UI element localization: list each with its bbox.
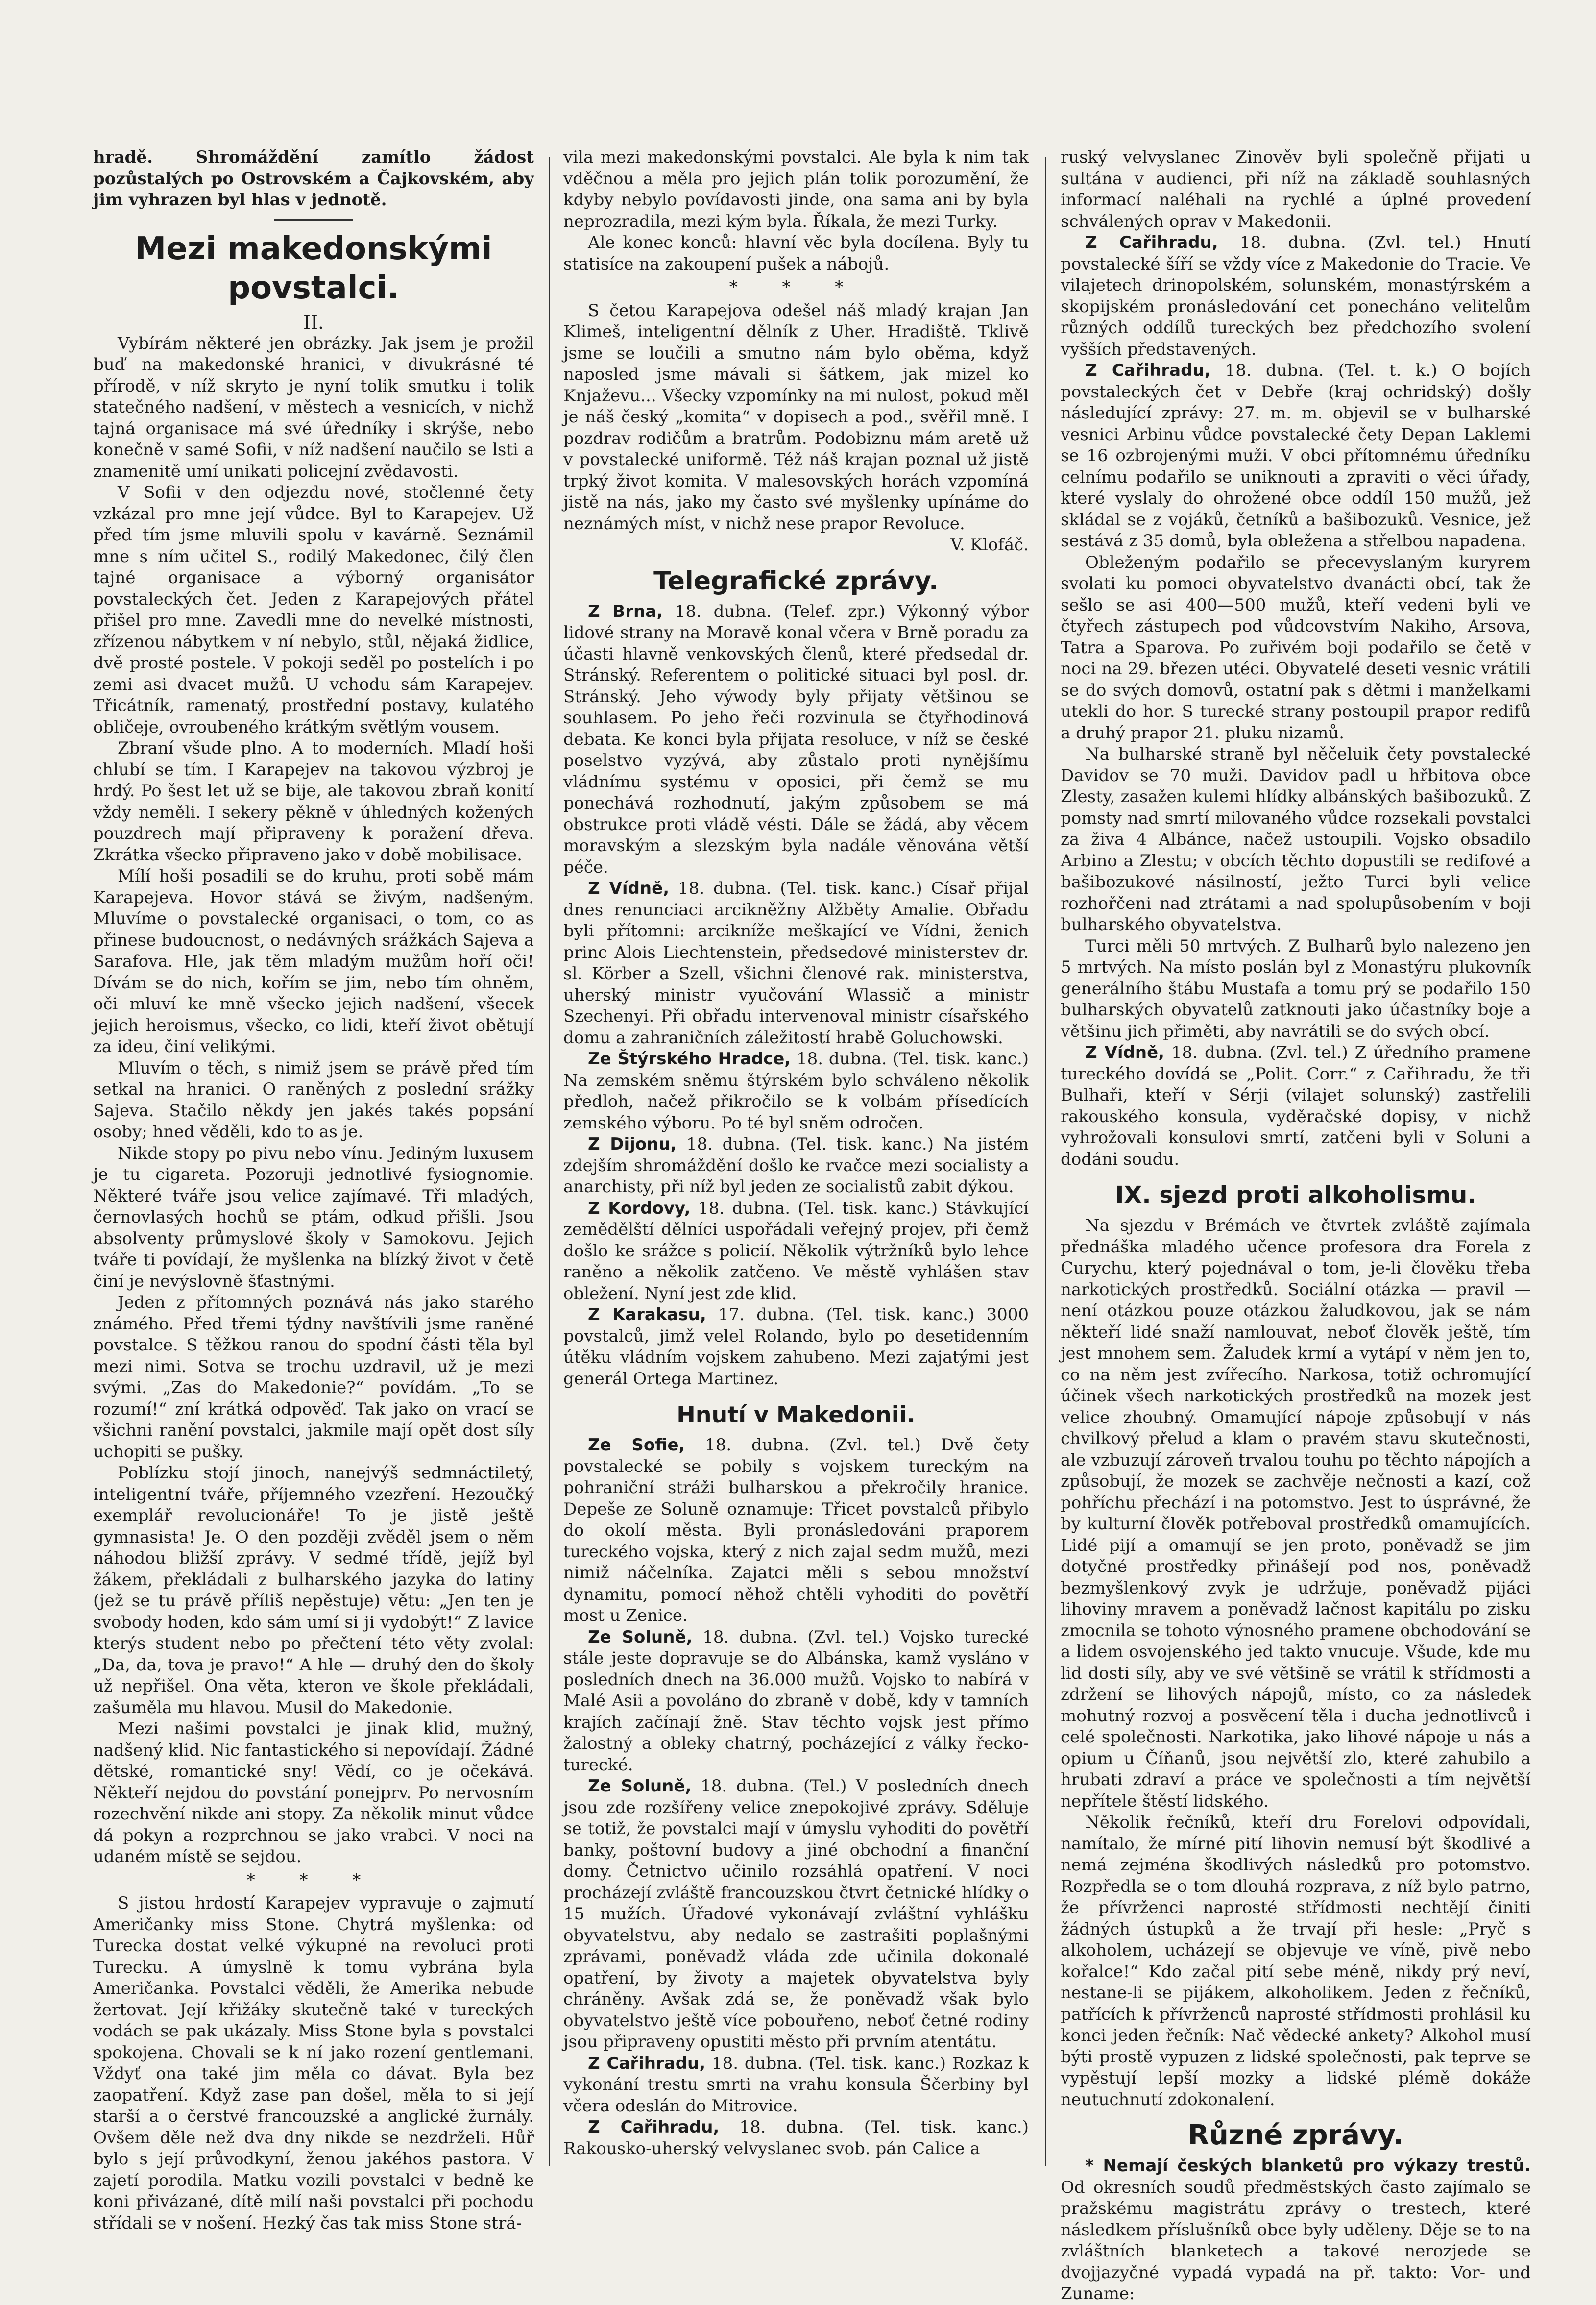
- paragraph: Na sjezdu v Brémách ve čtvrtek zvláště zajímala přednáška mladého učence profesora dra Forela z Curychu, který pojednával o tom, je-li člověku třeba narkotických prostředků. Sociální otázka — pravil — není otázkou pouze otázkou žaludkovou, jak se nám někteří lidé snaží namlouvat, neboť člověk ještě, tím jest mnohem sem. Žaludek krmí a vytápí v něm jen to, co na něm jest zvířecího. Narkosa, totiž ochromující účinek všech narkotických prostředků na mozek jest velice zhoubný. Omamující nápoje způsobují v nás chvilkový přelud a klam o pravém stavu skutečnosti, ale vzbuzují zároveň trvalou touhu po těchto nápojích a způsobují, že mozek se zachvěje nečnosti a kazí, což pohříchu přechází i na potomstvo. Jest to úsprávné, že by kulturní člověk potřeboval prostředků omamujících. Lidé pijí a omamují se jen proto, poněvadž se jim dotyčné prostředky přinášejí pod nos, poněvadž bezmyšlenkový zvyk je udržuje, poněvadž pijáci lihoviny mravem a poněvadž lačnost kapitálu po zisku zmocnila se tohoto výnosného pramene obchodování se a lidem osvojenského jed takto vnucuje. Všude, kde mu lid dosti síly, aby ve své většině se vrátil k střídmosti a zdržení se lihových nápojů, místo, co za následek mohutný rozvoj a posvěcení těla i ducha jednotlivců i celé společnosti. Narkotika, jako lihové nápoje u nás a opium u Číňanů, jsou největší zlo, které zahubilo a hrubati zdraví a práce ve společnosti a tím největší nepřítele štěstí lidského.: [1061, 1216, 1531, 1811]
- paragraph: Mluvím o těch, s nimiž jsem se právě před tím setkal na hranici. O raněných z poslední srážky Sajeva. Stačilo někdy jen jakés takés popsání osoby; hned věděli, kdo to as je.: [93, 1058, 534, 1142]
- news-text: 18. dubna. (Tel.) V posledních dnech jsou zde rozšířeny velice znepokojivé zprávy. Sděluje se totiž, že povstalci mají v úmyslu vyhoditi do povětří banky, poštovní budovy a jiné obchodní a finanční domy. Četnictvo učinilo rozsáhlá opatření. V noci procházejí zvláště francouzskou čtvrt četnické hlídky o 15 mužích. Úřadové vykonávají zvláštní vyhlášku obyvatelstvu, aby nedalo se zastrašiti poplašnými zprávami, poněvadž vláda zde učinila dokonalé opatření, by životy a majetek obyvatelstva byly chráněny. Avšak zdá se, že poněvadž však bylo obyvatelstvo ještě více pobouřeno, neboť četné rodiny jsou připraveny opustiti město při prvním atentátu.: [563, 1776, 1029, 2052]
- news-item: [563, 1627, 1029, 1776]
- paragraph: V Sofii v den odjezdu nové, stočlenné čety vzkázal pro mne její vůdce. Byl to Karapejev. Už před tím jsme mluvili spolu v kavárně. Seznámil mne s ním učitel S., rodilý Makedonec, čilý člen tajné organisace a výborný organisátor povstaleckých čet. Jeden z Karapejových přátel přišel pro mne. Zavedli mne do nevelké místnosti, zřízenou nábytkem v ní nebylo, stůl, nějaká židlice, dvě prosté postele. V pokoji seděl po postelích i po zemi asi dvacet mužů. U vchodu sám Karapejev. Třicátník, ramenatý, prostřední postavy, kulatého obličeje, ovroubeného krátkým světlým vousem.: [93, 483, 534, 737]
- news-dateline: Z Cařihradu,: [1085, 233, 1218, 252]
- paragraph: Na bulharské straně byl něčeluik čety povstalecké Davidov se 70 muži. Davidov padl u hřbitova obce Zlesty, zasažen kulemi hlídky albánských bašibozuků. Z pomsty nad smrtí milovaného vůdce rozsekali povstalci za živa 4 Albánce, načež ustoupili. Vojsko obsadilo Arbino a Zlestu; v obcích těchto dopustili se redifové a bašibozukové násilností, ježto Turci byli velice rozhořčeni nad ztrátami a nad spolupůsobením v boji bulharského obyvatelstva.: [1061, 744, 1531, 934]
- news-dateline: Ze Soluně,: [588, 1776, 692, 1796]
- section-title-macedonia: Hnutí v Makedonii.: [677, 1401, 916, 1428]
- news-item: [563, 2053, 1029, 2117]
- section-title-various: Různé zprávy.: [1187, 2119, 1404, 2151]
- article-title: Mezi makedonskými povstalci.: [135, 230, 492, 306]
- news-text: 18. dubna. (Zvl. tel.) Dvě čety povstalecké se pobily s vojskem tureckým na pohraniční stráži bulharskou a překročily hranice. Depeše ze Soluně oznamuje: Třicet povstalců přibylo do okolí města. Byli pronásledováni praporem tureckého vojska, který z nich zajal sedm mužů, mezi nimiž náčelníka. Zajatci měli s sebou množství dynamitu, pomocí něhož chtěli vyhoditi do povětří most u Zenice.: [563, 1435, 1029, 1625]
- news-text: 18. dubna. (Tel. tisk. kanc.) Rakousko-uherský velvyslanec svob. pán Calice a: [563, 2117, 1029, 2158]
- news-text: 18. dubna. (Tel. t. k.) O bojích povstaleckých čet v Debře (kraj ochridský) došly následující zprávy: 27. m. m. objevil se v bulharské vesnici Arbinu vůdce povstalecké čety Depan Laklemi se 16 ozbrojenými muži. V obci přítomnému úředníku celnímu podařilo se uniknouti a zpraviti o věci úřady, které vyslaly do ohrožené obce oddíl 150 mužů, jež skládal se z vojáků, četníků a bašibozuků. Vesnice, jež sestává z 35 domů, byla obležena a střelbou napadena.: [1061, 361, 1531, 551]
- news-item: [563, 601, 1029, 879]
- section-stars: * * *: [246, 1870, 381, 1890]
- news-text: 18. dubna. (Zvl. tel.) Vojsko turecké stále jeste dopravuje se do Albánska, kamž vysláno v posledních dnech na 36.000 mužů. Vojsko to nabírá v Malé Asii a povoláno do zbraně v době, kdy v tamních krajích začínají žně. Stav těchto vojsk jest přímo žalostný a obleky chatrný, pocházející z války řecko-turecké.: [563, 1627, 1029, 1775]
- paragraph: vila mezi makedonskými povstalci. Ale byla k nim tak vděčnou a měla pro jejich plán tolik porozumění, že kdyby nebylo povídavosti jinde, ona sama ani by byla neprozradila, mezi kým byla. Říkala, že mezi Turky.: [563, 147, 1029, 231]
- news-dateline: Z Cařihradu,: [1085, 361, 1211, 380]
- paragraph: Zbraní všude plno. A to moderních. Mladí hoši chlubí se tím. I Karapejev na takovou výzbroj je hrdý. Po šest let už se bije, ale takovou zbraň konití vždy neměli. I sekery pěkně v úhledných kožených pouzdrech mají připraveny k poražení dřeva. Zkrátka všecko připraveno jako v době mobilisace.: [93, 738, 534, 865]
- news-text: 18. dubna. (Tel. tisk. kanc.) Na zemském sněmu štýrském bylo schváleno několik předloh, načež přikročilo se k volbám přísedících zemského výboru. Po té byl sněm odročen.: [563, 1049, 1029, 1133]
- paragraph: Obleženým podařilo se přecevyslaným kuryrem svolati ku pomoci obyvatelstvo dvanácti obcí, tak že sešlo se asi 400—500 mužů, kteří vedeni byli ve čtyřech zástupech pod vůdcovstvím Nakiho, Arsova, Tatra a Sparova. Po zuřivém boji podařilo se četě v noci na 29. březen utéci. Obyvatelé deseti vesnic vrátili se do svých domovů, ostatní pak s dětmi i manželkami utekli do hor. S turecké strany postoupil prapor redifů a druhý prapor 21. pluku nizamů.: [1061, 552, 1531, 743]
- news-item: [563, 878, 1029, 1049]
- paragraph: Ale konec konců: hlavní věc byla docílena. Byly tu statisíce na zakoupení pušek a nábojů.: [563, 233, 1029, 274]
- news-dateline: Ze Sofie,: [588, 1435, 685, 1455]
- news-text: 18. dubna. (Tel. tisk. kanc.) Na jistém zdejším shromáždění došlo ke rvačce mezi socialisty a anarchisty, při níž byl jeden ze socialistů zabit dýkou.: [563, 1134, 1029, 1197]
- column-1: [93, 147, 534, 2233]
- news-item: [563, 1198, 1029, 1305]
- news-text: 18. dubna. (Zvl. tel.) Z úředního pramene tureckého dovídá se „Polit. Corr.“ z Cařihradu, že tři Bulhaři, kteří v Sérji (vilajet solunský) zastřelili rakouského konsula, vyděračské dopisy, v nichž vyhrožovali konsulovi smrtí, zatčeni byli v Soluni a dodáni soudu.: [1061, 1043, 1531, 1169]
- article-subtitle: II.: [303, 311, 324, 333]
- paragraph: Vybírám některé jen obrázky. Jak jsem je prožil buď na makedonské hranici, v divukrásné té přírodě, v níž skryto je nyní tolik smutku i tolik statečného nadšení, v městech a vesnicích, v nichž tajná organisace má své úředníky i skrýše, nebo konečně v samé Sofii, v níž nadšení naučilo se lsti a znamenitě umí unikati policejní zvědavosti.: [93, 333, 534, 481]
- news-item: [563, 1304, 1029, 1390]
- news-text: 18. dubna. (Tel. tisk. kanc.) Stávkující zemědělští dělníci uspořádali veřejný projev, při čemž došlo ke srážce s policií. Několik výtržníků bylo lehce raněno a několik zatčeno. Ve městě vyhlášen stav obležení. Nyní jest zde klid.: [563, 1198, 1029, 1303]
- news-item: [1061, 2156, 1531, 2305]
- news-dateline: Z Karakasu,: [588, 1305, 706, 1324]
- paragraph: Jeden z přítomných poznává nás jako starého známého. Před třemi týdny navštívili jsme raněné povstalce. S těžkou ranou do spodní části těla byl mezi nimi. Sotva se trochu uzdravil, už je mezi svými. „Zas do Makedonie?“ povídám. „To se rozumí!“ zní krátká odpověď. Tak jako on vrací se všichni ranění povstalci, jakmile mají opět dost síly uchopiti se pušky.: [93, 1293, 534, 1462]
- news-text: 18. dubna. (Zvl. tel.) Hnutí povstalecké šíří se vždy více z Makedonie do Tracie. Ve vilajetech drinopolském, solunském, monastýrském a skopijském pronásledování cet ponecháno velitelům různých oddílů tureckých bez předchozího svolení vyšších představených.: [1061, 233, 1531, 359]
- news-dateline: Z Cařihradu,: [588, 2117, 720, 2137]
- news-item: [1061, 1042, 1531, 1170]
- news-dateline: Z Vídně,: [588, 879, 670, 898]
- news-item: [563, 1776, 1029, 2053]
- column-3: [1061, 147, 1531, 2304]
- section-rule: [274, 219, 353, 221]
- news-item: [563, 2117, 1029, 2159]
- column-2: [563, 147, 1029, 2171]
- author-signature: V. Klofáč.: [950, 535, 1029, 555]
- news-dateline: Ze Soluně,: [588, 1627, 693, 1647]
- news-item: [563, 1049, 1029, 1134]
- news-dateline: Ze Štýrského Hradce,: [588, 1049, 791, 1069]
- paragraph: S jistou hrdostí Karapejev vypravuje o zajmutí Američanky miss Stone. Chytrá myšlenka: od Turecka dostat velké výkupné na revoluci proti Turecku. A úmyslně k tomu vybrána byla Američanka. Povstalci věděli, že Amerika nebude žertovat. Její křižáky skutečně také v tureckých vodách se pak ukázaly. Miss Stone byla s povstalci spokojena. Chovali se k ní jako rození gentlemani. Vždyť ona také jim měla co dávat. Byla bez zaopatření. Když zase pan došel, měla to si její starší a o čerstvé francouzské a anglické žurnály. Ovšem děle než dva dny nikde se nezdrželi. Hůř bylo s její průvodkyní, ženou jakéhos pastora. V zajetí porodila. Matku vozili povstalci v bedně ke koni přivázané, dítě milí naši povstalci při pochodu střídali se v nošení. Hezký čas tak miss Stone strá-: [93, 1893, 534, 2233]
- paragraph: Mezi našimi povstalci je jinak klid, mužný, nadšený klid. Nic fantastického si nepovídají. Žádné dětské, romantické sny! Vědí, co je očekává. Někteří nejdou do povstání ponejprv. Po nervosním rozechvění nikde ani stopy. Za několik minut vůdce dá pokyn a rozprchnou se jako vrabci. V noci na udaném místě se sejdou.: [93, 1719, 534, 1866]
- news-text: 18. dubna. (Tel. tisk. kanc.) Rozkaz k vykonání trestu smrti na vrahu konsula Ščerbiny byl včera odeslán do Mitrovice.: [563, 2053, 1029, 2116]
- news-dateline: Z Brna,: [588, 601, 663, 621]
- news-item: [1061, 360, 1531, 552]
- paragraph: Několik řečníků, kteří dru Forelovi odpovídali, namítalo, že mírné pití lihovin nemusí být škodlivé a nemá zejména škodlivých následků pro potomstvo. Rozpředla se o tom dlouhá rozprava, z níž bylo patrno, že přívrženci naprosté střídmosti nechtějí činiti žádných ústupků a že trvají při hesle: „Pryč s alkoholem, ucházejí se objevuje ve víně, pivě nebo kořalce!“ Kdo začal pití sebe méně, nikdy prý neví, nestane-li se pijákem, alkoholikem. Jeden z řečníků, patřících k přívrženců naprosté střídmosti prohlásil ku konci jeden řečník: Nač vědecké ankety? Alkohol musí býti prostě vypuzen z lidské společnosti, pak teprve se vypěstují lepší mozky a lidské plémě dokáže neutuchnutí zdokonalení.: [1061, 1813, 1531, 2109]
- paragraph: ruský velvyslanec Zinověv byli společně přijati u sultána v audienci, při níž na základě souhlasných informací naléhali na rychlé a úplné provedení schválených oprav v Makedonii.: [1061, 147, 1531, 231]
- news-text: 18. dubna. (Tel. tisk. kanc.) Císař přijal dnes renunciaci arcikněžny Alžběty Amalie. Obřadu byli přítomni: arcikníže meškající ve Vídni, ženich princ Alois Liechtenstein, předsedové ministerstev dr. sl. Körber a Szell, všichni členové rak. ministerstva, uherský ministr vyučování Wlassič a ministr Szechenyi. Při obřadu intervenoval ministr císařského domu a zahraničních záležitostí hrabě Goluchowski.: [563, 879, 1029, 1048]
- news-item: [1061, 232, 1531, 360]
- paragraph: S četou Karapejova odešel náš mladý krajan Jan Klimeš, inteligentní dělník z Uher. Hradiště. Tklivě jsme se loučili a smutno nám bylo oběma, když naposled jsme mávali si šátkem, jak mizel ko Knjaževu... Všecky vzpomínky na mi nulost, pokud měl je náš český „komita“ v dopisech a pod., svěřil mně. I pozdrav rodičům a bratrům. Podobiznu mám aretě už v povstalecké uniformě. Též náš krajan poznal už jistě trpký život komita. V malesovských horách vzpomíná jistě na nás, jako my často své myšlenky upínáme do neznámých míst, v nichž nese prapor Revoluce.: [563, 300, 1029, 534]
- section-title-alcohol: IX. sjezd proti alkoholismu.: [1115, 1181, 1476, 1209]
- news-dateline: Z Kordovy,: [588, 1198, 691, 1218]
- section-title-telegraph: Telegrafické zprávy.: [653, 566, 939, 596]
- news-text: 17. dubna. (Tel. tisk. kanc.) 3000 povstalců, jimž velel Rolando, bylo po desetidenním útěku vládním vojskem zahubeno. Mezi zajatými jest generál Ortega Martinez.: [563, 1305, 1029, 1389]
- column-divider: [549, 157, 550, 2166]
- paragraph: Turci měli 50 mrtvých. Z Bulharů bylo nalezeno jen 5 mrtvých. Na místo poslán byl z Monastýru plukovník generálního štábu Mustafa a tomu prý se podařilo 150 bulharských obyvatelů zatknouti jako účastníky boje a většinu jich přiměti, aby navrátili se do svých obcí.: [1061, 936, 1531, 1041]
- intro-paragraph: hradě. Shromáždění zamítlo žádost pozůstalých po Ostrovském a Čajkovském, aby jim vyhrazen byl hlas v jednotě.: [93, 147, 534, 210]
- news-text: Od okresních soudů předměstských často zajímalo se pražskému magistrátu zprávy o trestech, které následkem příslušníků obce byly uděleny. Děje se to na zvláštních blanketech a takové nerozjede se dvojjazyčné vypadá vypadá na př. takto: Vor- und Zuname:: [1061, 2177, 1531, 2304]
- paragraph: Mílí hoši posadili se do kruhu, proti sobě mám Karapejeva. Hovor stává se živým, nadšeným. Mluvíme o povstalecké organisaci, o tom, co as přinese budoucnost, o nedávných srážkách Sajeva a Sarafova. Hle, jak těm mladým mužům hoří oči! Dívám se do nich, kořím se jim, nebo tím ohněm, oči mluví ke mně všecko jejich nadšení, všecek jejich heroismus, všecko, co lidi, kteří život obětují za ideu, činí velikými.: [93, 866, 534, 1056]
- column-divider: [1045, 157, 1046, 2166]
- news-dateline: Z Dijonu,: [588, 1134, 677, 1154]
- paragraph: Nikde stopy po pivu nebo vínu. Jediným luxusem je tu cigareta. Pozoruji jednotlivé fysiognomie. Některé tváře jsou velice zajímavé. Tři mladých, černovlasých hochů se ptám, odkud přišli. Jsou absolventy průmyslové školy v Samokovu. Jejich tváře ti povídají, že myšlenka na blízký život v četě činí je nevýslovně šťastnými.: [93, 1143, 534, 1291]
- news-headline: * Nemají českých blanketů pro výkazy trestů.: [1085, 2156, 1531, 2176]
- paragraph: Poblízku stojí jinoch, nanejvýš sedmnáctiletý, inteligentní tváře, příjemného vzezření. Hezoučký exemplář revolucionáře! To je jistě ještě gymnasista! Je. O den později zvěděl jsem o něm náhodou bližší zprávy. V sedmé třídě, jejíž byl žákem, překládali z bulharského jazyka do latiny (jež se tu právě příliš nepěstuje) větu: „Jen ten je svobody hoden, kdo sám umí si ji vydobýt!“ Z lavice kterýs student nebo po přečtení této věty zvolal: „Da, da, tova je pravo!“ A hle — druhý den do školy už nepřišel. Ona věta, kteron ve škole překládali, zašuměla mu hlavou. Musil do Makedonie.: [93, 1463, 534, 1717]
- news-item: [563, 1435, 1029, 1627]
- news-item: [563, 1134, 1029, 1198]
- news-dateline: Z Vídně,: [1085, 1043, 1165, 1062]
- news-text: 18. dubna. (Telef. zpr.) Výkonný výbor lidové strany na Moravě konal včera v Brně poradu za účasti hlavně venkovských členů, které předsedal dr. Stránský. Referentem o politické situaci byl posl. dr. Stránský. Jeho výwody byly přijaty většinou se souhlasem. Po jeho řeči rozvinula se čtyřhodinová debata. Ke konci byla přijata resoluce, v níž se české poselstvo vyzývá, aby zůstalo proti nynějšímu vládnímu systému v oposici, při čemž se mu ponechává rozhodnutí, jakým způsobem se má obstrukce proti vládě vésti. Dále se žádá, aby věcem moravským a slezským byla nadále věnována větší péče.: [563, 601, 1029, 877]
- news-dateline: Z Cařihradu,: [588, 2053, 706, 2073]
- section-stars: * * *: [729, 277, 863, 297]
- newspaper-page: [73, 147, 1543, 2304]
